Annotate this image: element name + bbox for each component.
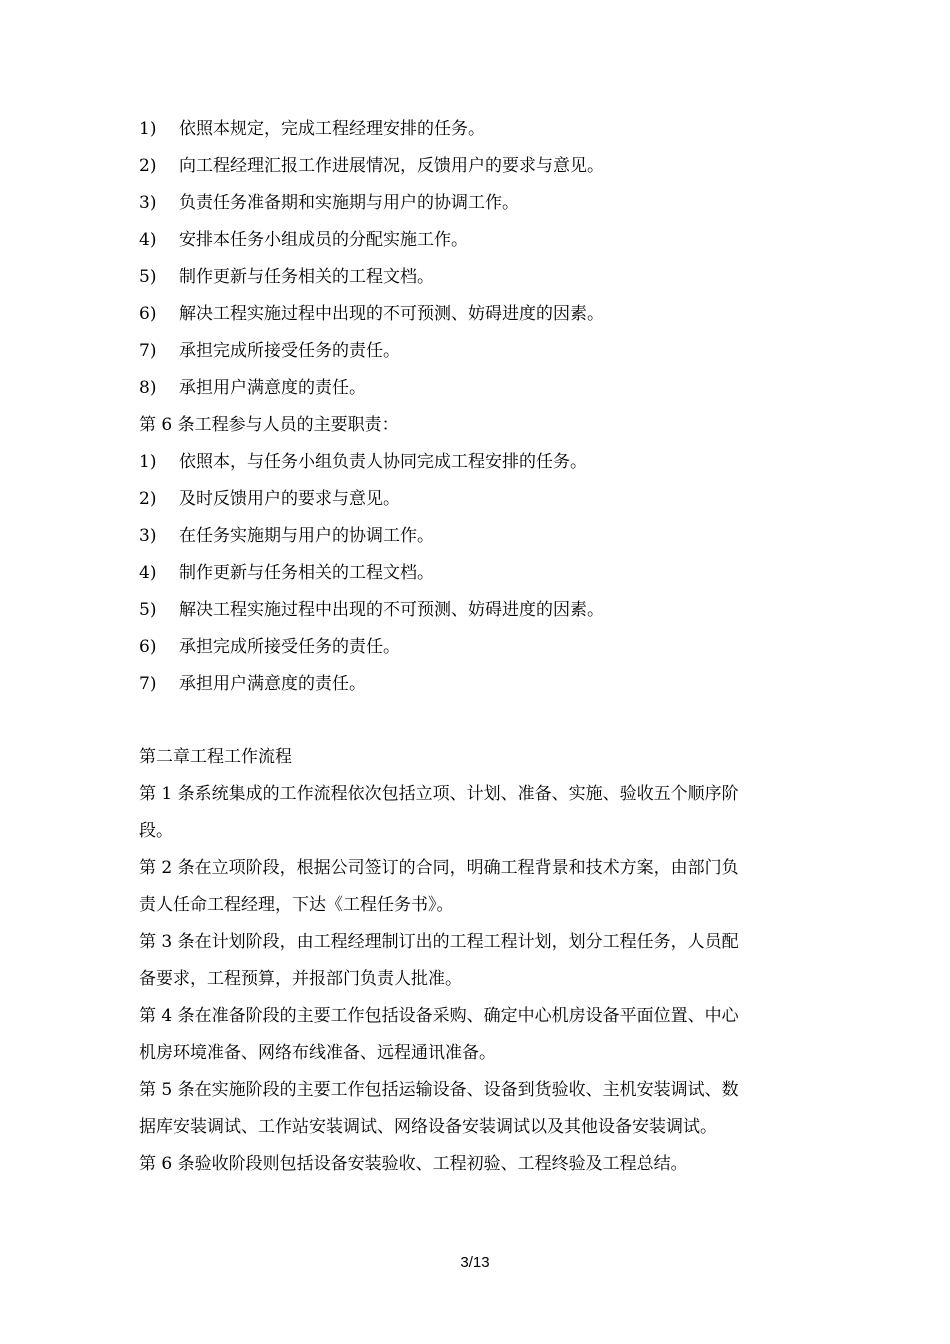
list-item-number: 1): [139, 119, 157, 139]
list-item: [139, 555, 809, 592]
list-item: [139, 444, 809, 481]
page-number: 3/13: [460, 1254, 490, 1271]
responsibility-list-b: [139, 444, 809, 703]
list-item-number: 2): [139, 156, 157, 176]
list-item: [139, 666, 809, 703]
paragraph-line: 第 6 条验收阶段则包括设备安装验收、工程初验、工程终验及工程总结。: [139, 1154, 688, 1174]
list-item-number: 4): [139, 230, 157, 250]
paragraph-line: 据库安装调试、工作站安装调试、网络设备安装调试以及其他设备安装调试。: [139, 1117, 717, 1137]
list-item-number: 4): [139, 563, 157, 583]
list-item-number: 6): [139, 304, 157, 324]
paragraph-line: 第 3 条在计划阶段，由工程经理制订出的工程工程计划，划分工程任务，人员配: [139, 932, 739, 952]
list-item-text: 承担完成所接受任务的责任。: [179, 341, 400, 361]
list-item-number: 5): [139, 267, 157, 287]
list-item-text: 安排本任务小组成员的分配实施工作。: [179, 230, 468, 250]
paragraph-line: 责人任命工程经理，下达《工程任务书》。: [139, 895, 454, 915]
list-item: [139, 629, 809, 666]
list-item-number: 7): [139, 341, 157, 361]
list-item-number: 8): [139, 378, 157, 398]
list-item: [139, 259, 809, 296]
list-item-number: 2): [139, 489, 157, 509]
article-paragraph: [139, 924, 809, 998]
list-item-text: 解决工程实施过程中出现的不可预测、妨碍进度的因素。: [179, 600, 604, 620]
list-item-text: 制作更新与任务相关的工程文档。: [179, 267, 434, 287]
list-item: [139, 370, 809, 407]
list-item-text: 承担用户满意度的责任。: [179, 674, 366, 694]
responsibility-list-a: [139, 111, 809, 407]
list-item: [139, 592, 809, 629]
list-item-text: 负责任务准备期和实施期与用户的协调工作。: [179, 193, 519, 213]
list-item: [139, 481, 809, 518]
list-item-text: 承担用户满意度的责任。: [179, 378, 366, 398]
paragraph-line: 机房环境准备、网络布线准备、远程通讯准备。: [139, 1043, 496, 1063]
list-item-number: 3): [139, 193, 157, 213]
article-paragraph: [139, 850, 809, 924]
article-paragraph: [139, 1146, 809, 1183]
list-item: [139, 296, 809, 333]
section-spacer: [139, 703, 809, 739]
list-item-text: 及时反馈用户的要求与意见。: [179, 489, 400, 509]
list-item-text: 依照本，与任务小组负责人协同完成工程安排的任务。: [179, 452, 587, 472]
paragraph-line: 段。: [139, 821, 173, 841]
paragraph-line: 第 4 条在准备阶段的主要工作包括设备采购、确定中心机房设备平面位置、中心: [139, 1006, 739, 1026]
list-item: [139, 148, 809, 185]
list-item: [139, 222, 809, 259]
article-paragraph: [139, 776, 809, 850]
list-item-text: 承担完成所接受任务的责任。: [179, 637, 400, 657]
list-item: [139, 185, 809, 222]
list-item: [139, 333, 809, 370]
paragraph-line: 第 1 条系统集成的工作流程依次包括立项、计划、准备、实施、验收五个顺序阶: [139, 784, 739, 804]
list-item-number: 3): [139, 526, 157, 546]
paragraph-line: 第 5 条在实施阶段的主要工作包括运输设备、设备到货验收、主机安装调试、数: [139, 1080, 739, 1100]
list-item-text: 解决工程实施过程中出现的不可预测、妨碍进度的因素。: [179, 304, 604, 324]
list-item-number: 1): [139, 452, 157, 472]
page-content: [139, 111, 809, 1183]
list-item: [139, 518, 809, 555]
list-item-number: 5): [139, 600, 157, 620]
paragraph-line: 第 2 条在立项阶段，根据公司签订的合同，明确工程背景和技术方案，由部门负: [139, 858, 739, 878]
article-paragraph: [139, 1072, 809, 1146]
paragraph-line: 备要求，工程预算，并报部门负责人批准。: [139, 969, 462, 989]
list-item-number: 7): [139, 674, 157, 694]
list-item-text: 向工程经理汇报工作进展情况，反馈用户的要求与意见。: [179, 156, 604, 176]
chapter-title: 第二章工程工作流程: [139, 747, 292, 767]
article-6-heading: 第 6 条工程参与人员的主要职责：: [139, 415, 399, 435]
list-item-text: 制作更新与任务相关的工程文档。: [179, 563, 434, 583]
list-item: [139, 111, 809, 148]
list-item-number: 6): [139, 637, 157, 657]
list-item-text: 依照本规定，完成工程经理安排的任务。: [179, 119, 485, 139]
article-paragraph: [139, 998, 809, 1072]
chapter-articles: [139, 776, 809, 1183]
list-item-text: 在任务实施期与用户的协调工作。: [179, 526, 434, 546]
